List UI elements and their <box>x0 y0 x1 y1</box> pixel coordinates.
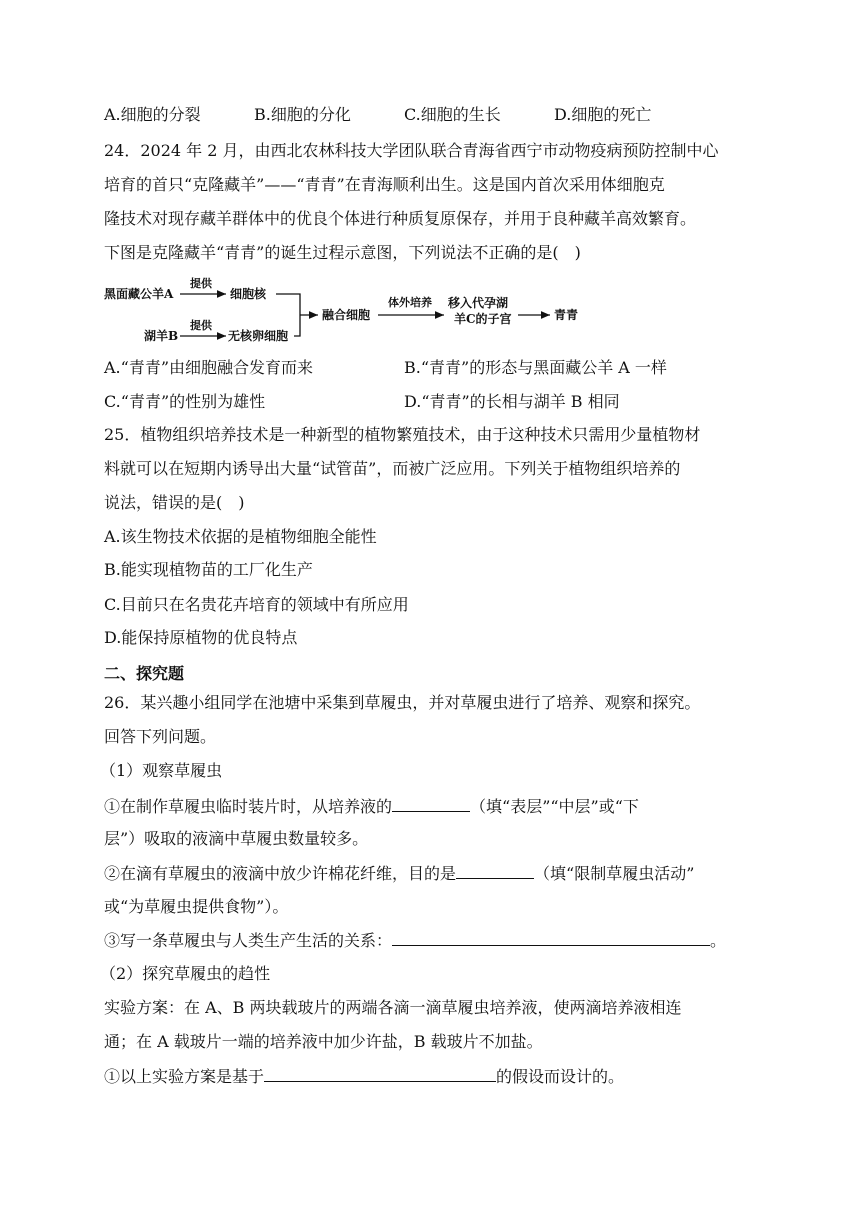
q26-item-2 <box>104 862 694 885</box>
q26-scheme-line-1: 实验方案：在 A、B 两块载玻片的两端各滴一滴草履虫培养液，使两滴培养液相连 <box>104 998 682 1017</box>
q26-item-3-text-b: 。 <box>710 931 727 950</box>
q24-option-d: D.“青青”的长相与湖羊 B 相同 <box>404 392 620 411</box>
q26-item-1 <box>104 795 639 818</box>
answer-blank-4[interactable] <box>264 1065 496 1082</box>
q26-item-2-text-b: （填“限制草履虫活动” <box>534 864 695 883</box>
q26-item-1-cont: 层”）吸取的液滴中草履虫数量较多。 <box>104 829 369 848</box>
diagram-fused-cell: 融合细胞 <box>322 308 371 322</box>
q23-option-a: A.细胞的分裂 <box>104 105 201 124</box>
q23-option-b: B.细胞的分化 <box>254 105 351 124</box>
q26-part1-title: （1）观察草履虫 <box>100 761 223 780</box>
diagram-enucleated-egg: 无核卵细胞 <box>228 329 289 343</box>
q25-option-c: C.目前只在名贵花卉培育的领域中有所应用 <box>104 595 409 614</box>
q24-option-b: B.“青青”的形态与黑面藏公羊 A 一样 <box>404 358 667 377</box>
q26-item-3 <box>104 929 726 952</box>
q25-line-2: 料就可以在短期内诱导出大量“试管苗”，而被广泛应用。下列关于植物组织培养的 <box>104 459 681 478</box>
q25-option-a: A.该生物技术依据的是植物细胞全能性 <box>104 527 377 546</box>
diagram-source-b: 湖羊B <box>144 329 179 343</box>
answer-blank-2[interactable] <box>456 862 534 879</box>
q24-option-c: C.“青青”的性别为雄性 <box>104 392 266 411</box>
q23-option-c: C.细胞的生长 <box>404 105 501 124</box>
q24-line-4: 下图是克隆藏羊“青青”的诞生过程示意图，下列说法不正确的是( ) <box>104 243 581 262</box>
q24-option-a: A.“青青”由细胞融合发育而来 <box>104 358 314 377</box>
q26-item-4-text-b: 的假设而设计的。 <box>496 1067 625 1086</box>
q25-line-3: 说法，错误的是( ) <box>104 493 245 512</box>
diagram-provide-a: 提供 <box>190 277 212 290</box>
diagram-result: 青青 <box>554 308 579 322</box>
q25-option-d: D.能保持原植物的优良特点 <box>104 628 298 647</box>
q26-item-4 <box>104 1065 624 1088</box>
q26-item-2-cont: 或“为草履虫提供食物”）。 <box>104 897 289 916</box>
q26-item-3-text-a: ③写一条草履虫与人类生产生活的关系： <box>104 931 393 950</box>
q24-line-3: 隆技术对现存藏羊群体中的优良个体进行种质复原保存，并用于良种藏羊高效繁育。 <box>104 209 697 228</box>
diagram-provide-b: 提供 <box>190 319 212 332</box>
q25-option-b: B.能实现植物苗的工厂化生产 <box>104 560 313 579</box>
answer-blank-3[interactable] <box>392 929 710 946</box>
q24-line-2: 培育的首只“克隆藏羊”——“青青”在青海顺利出生。这是国内首次采用体细胞克 <box>104 175 665 194</box>
diagram-transfer-line-2: 羊C的子宫 <box>454 312 512 326</box>
diagram-culture-label: 体外培养 <box>388 296 432 309</box>
q26-intro-1: 26．某兴趣小组同学在池塘中采集到草履虫，并对草履虫进行了培养、观察和探究。 <box>104 693 701 712</box>
diagram-transfer-line-1: 移入代孕湖 <box>448 296 509 310</box>
q26-item-4-text-a: ①以上实验方案是基于 <box>104 1067 265 1086</box>
q26-item-2-text-a: ②在滴有草履虫的液滴中放少许棉花纤维，目的是 <box>104 864 457 883</box>
q23-option-d: D.细胞的死亡 <box>554 105 652 124</box>
q26-item-1-text-b: （填“表层”“中层”或“下 <box>470 797 639 816</box>
q24-line-1: 24．2024 年 2 月，由西北农林科技大学团队联合青海省西宁市动物疫病预防控制中心 <box>104 141 719 160</box>
q26-intro-2: 回答下列问题。 <box>104 727 217 746</box>
diagram-nucleus: 细胞核 <box>230 287 267 301</box>
q26-part2-title: （2）探究草履虫的趋性 <box>100 964 271 983</box>
cloning-process-diagram <box>104 272 604 348</box>
q26-item-1-text-a: ①在制作草履虫临时装片时，从培养液的 <box>104 797 393 816</box>
section-title: 二、探究题 <box>104 664 185 683</box>
q26-scheme-line-2: 通；在 A 载玻片一端的培养液中加少许盐，B 载玻片不加盐。 <box>104 1032 543 1051</box>
diagram-source-a: 黑面藏公羊A <box>104 287 174 301</box>
q25-line-1: 25．植物组织培养技术是一种新型的植物繁殖技术，由于这种技术只需用少量植物材 <box>104 425 701 444</box>
answer-blank-1[interactable] <box>392 795 470 812</box>
